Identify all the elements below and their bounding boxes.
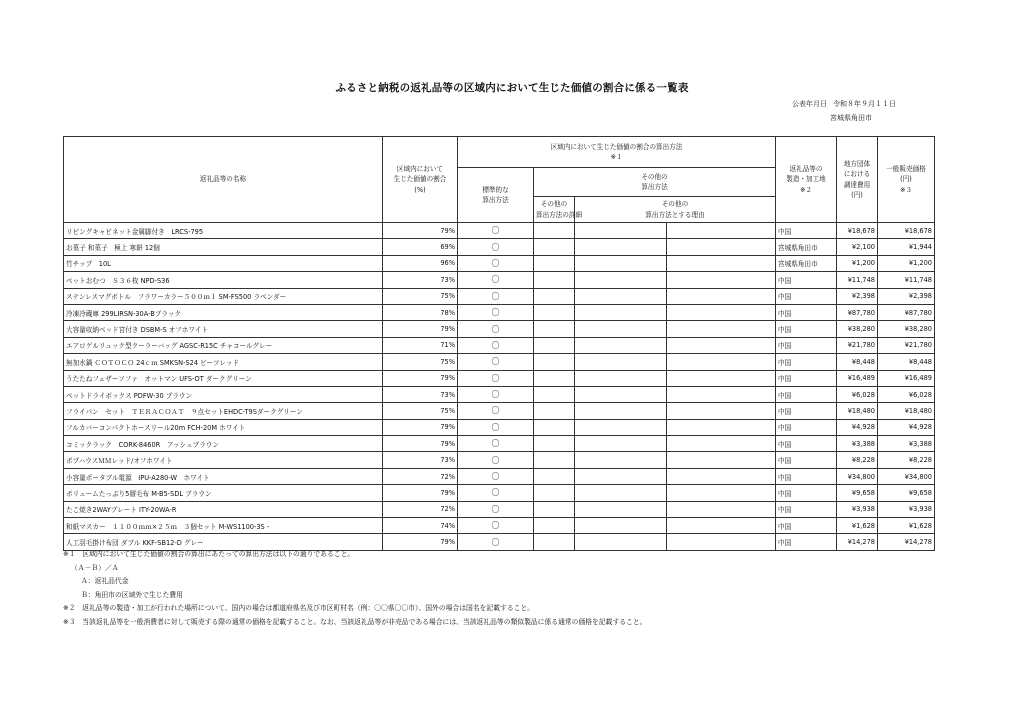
cell-ratio: 79% <box>383 534 458 550</box>
cell-ratio: 74% <box>383 518 458 534</box>
cell-origin: 中国 <box>776 304 837 320</box>
cell-local-cost: ¥34,800 <box>837 468 878 484</box>
publication-date: 令和８年９月１１日 <box>833 100 896 108</box>
cell-local-cost: ¥9,658 <box>837 485 878 501</box>
cell-retail-price: ¥4,928 <box>878 419 935 435</box>
table-row <box>64 501 935 517</box>
cell-other-method-reason-a <box>575 304 667 320</box>
table-row <box>64 337 935 353</box>
cell-name: 竹チップ 10L <box>64 255 383 271</box>
cell-retail-price: ¥1,628 <box>878 518 935 534</box>
cell-local-cost: ¥8,228 <box>837 452 878 468</box>
cell-standard-method: 〇 <box>458 485 534 501</box>
cell-other-method-reason-a <box>575 223 667 239</box>
cell-ratio: 71% <box>383 337 458 353</box>
cell-other-method-details <box>534 272 575 288</box>
page-title: ふるさと納税の返礼品等の区域内において生じた価値の割合に係る一覧表 <box>335 82 689 94</box>
cell-other-method-reason-a <box>575 436 667 452</box>
cell-name: フライパン セット ＴＥＲＡＣＯＡＴ ９点セットEHDC-T9Sダークグリーン <box>64 403 383 419</box>
cell-other-method-reason-a <box>575 288 667 304</box>
cell-name: 大容量収納ベッド宮付き DSBM-S オフホワイト <box>64 321 383 337</box>
header-local-cost: 地方団体 における 調達費用 (円) <box>837 137 878 223</box>
cell-other-method-reason-b <box>667 403 776 419</box>
cell-other-method-reason-b <box>667 452 776 468</box>
table-row <box>64 436 935 452</box>
cell-origin: 中国 <box>776 485 837 501</box>
cell-standard-method: 〇 <box>458 304 534 320</box>
cell-other-method-reason-b <box>667 304 776 320</box>
table-row <box>64 354 935 370</box>
cell-origin: 中国 <box>776 272 837 288</box>
cell-name: エアロゲルリュック型クーラーバッグ AGSC-R15C チャコールグレー <box>64 337 383 353</box>
header-other-method-reason: その他の 算出方法とする理由 <box>575 197 776 223</box>
cell-ratio: 75% <box>383 288 458 304</box>
cell-ratio: 79% <box>383 436 458 452</box>
cell-standard-method: 〇 <box>458 354 534 370</box>
cell-retail-price: ¥6,028 <box>878 386 935 402</box>
cell-retail-price: ¥2,398 <box>878 288 935 304</box>
header-other-method: その他の 算出方法 <box>534 168 776 197</box>
cell-standard-method: 〇 <box>458 403 534 419</box>
cell-ratio: 73% <box>383 272 458 288</box>
cell-standard-method: 〇 <box>458 255 534 271</box>
cell-origin: 中国 <box>776 370 837 386</box>
cell-local-cost: ¥21,780 <box>837 337 878 353</box>
cell-local-cost: ¥4,928 <box>837 419 878 435</box>
cell-ratio: 75% <box>383 354 458 370</box>
cell-standard-method: 〇 <box>458 436 534 452</box>
cell-other-method-details <box>534 304 575 320</box>
cell-origin: 中国 <box>776 337 837 353</box>
cell-name: ペットドライボックス PDFW-30 ブラウン <box>64 386 383 402</box>
cell-other-method-details <box>534 501 575 517</box>
cell-other-method-details <box>534 223 575 239</box>
cell-other-method-reason-b <box>667 239 776 255</box>
cell-ratio: 79% <box>383 370 458 386</box>
cell-other-method-details <box>534 386 575 402</box>
cell-ratio: 72% <box>383 501 458 517</box>
cell-standard-method: 〇 <box>458 288 534 304</box>
cell-local-cost: ¥3,388 <box>837 436 878 452</box>
cell-ratio: 96% <box>383 255 458 271</box>
cell-name: ポプハウスＭＭレッド/オフホワイト <box>64 452 383 468</box>
cell-standard-method: 〇 <box>458 272 534 288</box>
footnote-2: ※２ 返礼品等の製造・加工が行われた場所について、国内の場合は都道府県名及び市区町村名（例：〇〇県〇〇市）、国外の場合は国名を記載すること。 <box>63 604 535 613</box>
table-row <box>64 321 935 337</box>
table-body <box>64 223 935 551</box>
cell-other-method-reason-b <box>667 419 776 435</box>
cell-other-method-reason-a <box>575 321 667 337</box>
cell-other-method-details <box>534 239 575 255</box>
cell-other-method-reason-a <box>575 485 667 501</box>
cell-other-method-details <box>534 518 575 534</box>
cell-standard-method: 〇 <box>458 534 534 550</box>
table-row <box>64 272 935 288</box>
cell-other-method-reason-b <box>667 436 776 452</box>
cell-origin: 中国 <box>776 354 837 370</box>
cell-standard-method: 〇 <box>458 452 534 468</box>
table-row <box>64 386 935 402</box>
table-row <box>64 223 935 239</box>
cell-ratio: 79% <box>383 321 458 337</box>
cell-origin: 中国 <box>776 436 837 452</box>
cell-retail-price: ¥87,780 <box>878 304 935 320</box>
table-row <box>64 304 935 320</box>
cell-name: リビングキャビネット金属脚付き LRCS-795 <box>64 223 383 239</box>
cell-origin: 中国 <box>776 468 837 484</box>
header-calc-method: 区域内において生じた価値の割合の算出方法 ※１ <box>458 137 776 168</box>
cell-other-method-details <box>534 288 575 304</box>
cell-origin: 中国 <box>776 288 837 304</box>
table-row <box>64 239 935 255</box>
cell-other-method-reason-b <box>667 223 776 239</box>
cell-other-method-details <box>534 255 575 271</box>
cell-local-cost: ¥1,628 <box>837 518 878 534</box>
cell-other-method-reason-a <box>575 468 667 484</box>
cell-name: ペットおむつ Ｓ３６枚 NPD-S36 <box>64 272 383 288</box>
cell-other-method-reason-b <box>667 485 776 501</box>
cell-origin: 中国 <box>776 501 837 517</box>
cell-retail-price: ¥3,938 <box>878 501 935 517</box>
cell-retail-price: ¥16,489 <box>878 370 935 386</box>
cell-other-method-reason-a <box>575 419 667 435</box>
cell-name: 冷凍冷蔵庫 299LIRSN-30A-Bブラック <box>64 304 383 320</box>
cell-other-method-reason-b <box>667 518 776 534</box>
header-retail-price: 一般販売価格 (円) ※３ <box>878 137 935 223</box>
cell-standard-method: 〇 <box>458 419 534 435</box>
cell-standard-method: 〇 <box>458 518 534 534</box>
cell-name: うたたねフェザーソファ オットマン UFS-OT ダークグリーン <box>64 370 383 386</box>
cell-other-method-reason-a <box>575 272 667 288</box>
cell-other-method-reason-a <box>575 239 667 255</box>
cell-name: コミックラック CORK-8460R アッシュブラウン <box>64 436 383 452</box>
cell-standard-method: 〇 <box>458 501 534 517</box>
cell-other-method-details <box>534 485 575 501</box>
table-row <box>64 485 935 501</box>
cell-ratio: 69% <box>383 239 458 255</box>
cell-ratio: 78% <box>383 304 458 320</box>
cell-local-cost: ¥14,278 <box>837 534 878 550</box>
cell-ratio: 79% <box>383 223 458 239</box>
cell-origin: 中国 <box>776 223 837 239</box>
cell-ratio: 73% <box>383 386 458 402</box>
cell-name: フルカバーコンパクトホースリール20m FCH-20M ホワイト <box>64 419 383 435</box>
publication-date-label: 公表年月日 <box>792 100 827 108</box>
table-row <box>64 255 935 271</box>
cell-other-method-reason-a <box>575 386 667 402</box>
footnote-a: Ａ：返礼品代金 <box>81 577 129 586</box>
cell-retail-price: ¥9,658 <box>878 485 935 501</box>
cell-name: たこ焼き2WAYプレート ITY-20WA-R <box>64 501 383 517</box>
table-row <box>64 452 935 468</box>
cell-retail-price: ¥21,780 <box>878 337 935 353</box>
footnote-formula: （Ａ－Ｂ）／Ａ <box>71 563 119 572</box>
cell-other-method-reason-b <box>667 321 776 337</box>
cell-other-method-reason-b <box>667 272 776 288</box>
cell-other-method-details <box>534 419 575 435</box>
footnote-1: ※１ 区域内において生じた価値の割合の算出にあたっての算出方法は以下の通りであること。 <box>63 550 355 558</box>
cell-standard-method: 〇 <box>458 370 534 386</box>
header-ratio: 区域内において 生じた価値の割合 (%) <box>383 137 458 223</box>
cell-other-method-reason-b <box>667 501 776 517</box>
cell-local-cost: ¥18,480 <box>837 403 878 419</box>
cell-other-method-reason-b <box>667 288 776 304</box>
header-other-method-details: その他の 算出方法の詳細 <box>534 197 575 223</box>
cell-other-method-details <box>534 354 575 370</box>
table-row <box>64 288 935 304</box>
cell-local-cost: ¥2,100 <box>837 239 878 255</box>
cell-other-method-reason-a <box>575 354 667 370</box>
cell-origin: 中国 <box>776 534 837 550</box>
cell-standard-method: 〇 <box>458 386 534 402</box>
cell-other-method-reason-b <box>667 468 776 484</box>
cell-retail-price: ¥18,480 <box>878 403 935 419</box>
cell-retail-price: ¥8,228 <box>878 452 935 468</box>
table-row <box>64 403 935 419</box>
cell-name: お菓子 和菓子 極上 寒餅 12個 <box>64 239 383 255</box>
cell-retail-price: ¥38,280 <box>878 321 935 337</box>
header-name: 返礼品等の名称 <box>64 137 383 223</box>
cell-local-cost: ¥18,678 <box>837 223 878 239</box>
cell-standard-method: 〇 <box>458 239 534 255</box>
footnote-b: Ｂ：角田市の区域外で生じた費用 <box>81 590 183 599</box>
cell-origin: 中国 <box>776 419 837 435</box>
table-row <box>64 370 935 386</box>
cell-origin: 宮城県角田市 <box>776 239 837 255</box>
table-row <box>64 518 935 534</box>
cell-other-method-reason-a <box>575 501 667 517</box>
gift-value-table <box>63 136 935 551</box>
cell-other-method-reason-a <box>575 337 667 353</box>
cell-other-method-details <box>534 321 575 337</box>
cell-name: ステンレスマグボトル フラワーカラー５００ｍｌ SM-FS500 ラベンダー <box>64 288 383 304</box>
cell-other-method-reason-a <box>575 518 667 534</box>
cell-ratio: 79% <box>383 419 458 435</box>
cell-other-method-reason-b <box>667 534 776 550</box>
cell-origin: 中国 <box>776 386 837 402</box>
cell-origin: 宮城県角田市 <box>776 255 837 271</box>
cell-name: 無加水鍋 ＣＯＴＯＣＯ 24ｃｍ SMKSN-S24 ビーツレッド <box>64 354 383 370</box>
cell-local-cost: ¥1,200 <box>837 255 878 271</box>
cell-retail-price: ¥14,278 <box>878 534 935 550</box>
header-standard-method: 標準的な 算出方法 <box>458 168 534 223</box>
cell-retail-price: ¥1,944 <box>878 239 935 255</box>
cell-standard-method: 〇 <box>458 468 534 484</box>
table-row <box>64 419 935 435</box>
cell-standard-method: 〇 <box>458 223 534 239</box>
cell-local-cost: ¥3,938 <box>837 501 878 517</box>
cell-name: 小容量ポータブル電源 IPU-A280-W ホワイト <box>64 468 383 484</box>
cell-other-method-reason-b <box>667 386 776 402</box>
cell-other-method-reason-a <box>575 255 667 271</box>
cell-local-cost: ¥38,280 <box>837 321 878 337</box>
cell-retail-price: ¥11,748 <box>878 272 935 288</box>
cell-ratio: 72% <box>383 468 458 484</box>
cell-other-method-reason-a <box>575 370 667 386</box>
footnotes <box>63 548 646 630</box>
cell-other-method-details <box>534 468 575 484</box>
cell-ratio: 75% <box>383 403 458 419</box>
cell-other-method-reason-a <box>575 403 667 419</box>
cell-origin: 中国 <box>776 518 837 534</box>
footnote-3: ※３ 当該返礼品等を一般消費者に対して販売する際の通常の価格を記載すること。なお、当該返礼品等が非売品である場合には、当該返礼品等の類似製品に係る通常の価格を記載すること。 <box>63 617 647 626</box>
cell-local-cost: ¥6,028 <box>837 386 878 402</box>
cell-retail-price: ¥1,200 <box>878 255 935 271</box>
cell-local-cost: ¥2,398 <box>837 288 878 304</box>
cell-other-method-details <box>534 403 575 419</box>
cell-other-method-details <box>534 370 575 386</box>
cell-standard-method: 〇 <box>458 337 534 353</box>
cell-origin: 中国 <box>776 321 837 337</box>
cell-other-method-details <box>534 436 575 452</box>
cell-origin: 中国 <box>776 403 837 419</box>
organization-name: 宮城県角田市 <box>830 114 872 122</box>
cell-local-cost: ¥87,780 <box>837 304 878 320</box>
publication-date-line <box>786 99 896 109</box>
cell-retail-price: ¥18,678 <box>878 223 935 239</box>
cell-local-cost: ¥11,748 <box>837 272 878 288</box>
cell-local-cost: ¥16,489 <box>837 370 878 386</box>
cell-other-method-reason-b <box>667 255 776 271</box>
cell-name: 和紙マスカー １１００ｍｍ×２５ｍ ３個セット M-WS1100-3S - <box>64 518 383 534</box>
cell-retail-price: ¥34,800 <box>878 468 935 484</box>
cell-other-method-reason-b <box>667 337 776 353</box>
cell-local-cost: ¥8,448 <box>837 354 878 370</box>
cell-retail-price: ¥3,388 <box>878 436 935 452</box>
cell-other-method-reason-b <box>667 370 776 386</box>
cell-other-method-details <box>534 337 575 353</box>
cell-origin: 中国 <box>776 452 837 468</box>
cell-other-method-details <box>534 452 575 468</box>
cell-name: ボリュームたっぷり5層毛布 M-B5-SDL ブラウン <box>64 485 383 501</box>
cell-other-method-reason-b <box>667 354 776 370</box>
cell-retail-price: ¥8,448 <box>878 354 935 370</box>
cell-name: 人工羽毛掛け布団 ダブル KKF-SB12-D グレー <box>64 534 383 550</box>
table-row <box>64 468 935 484</box>
header-origin: 返礼品等の 製造・加工地 ※２ <box>776 137 837 223</box>
cell-standard-method: 〇 <box>458 321 534 337</box>
cell-ratio: 73% <box>383 452 458 468</box>
cell-other-method-reason-a <box>575 452 667 468</box>
cell-ratio: 79% <box>383 485 458 501</box>
